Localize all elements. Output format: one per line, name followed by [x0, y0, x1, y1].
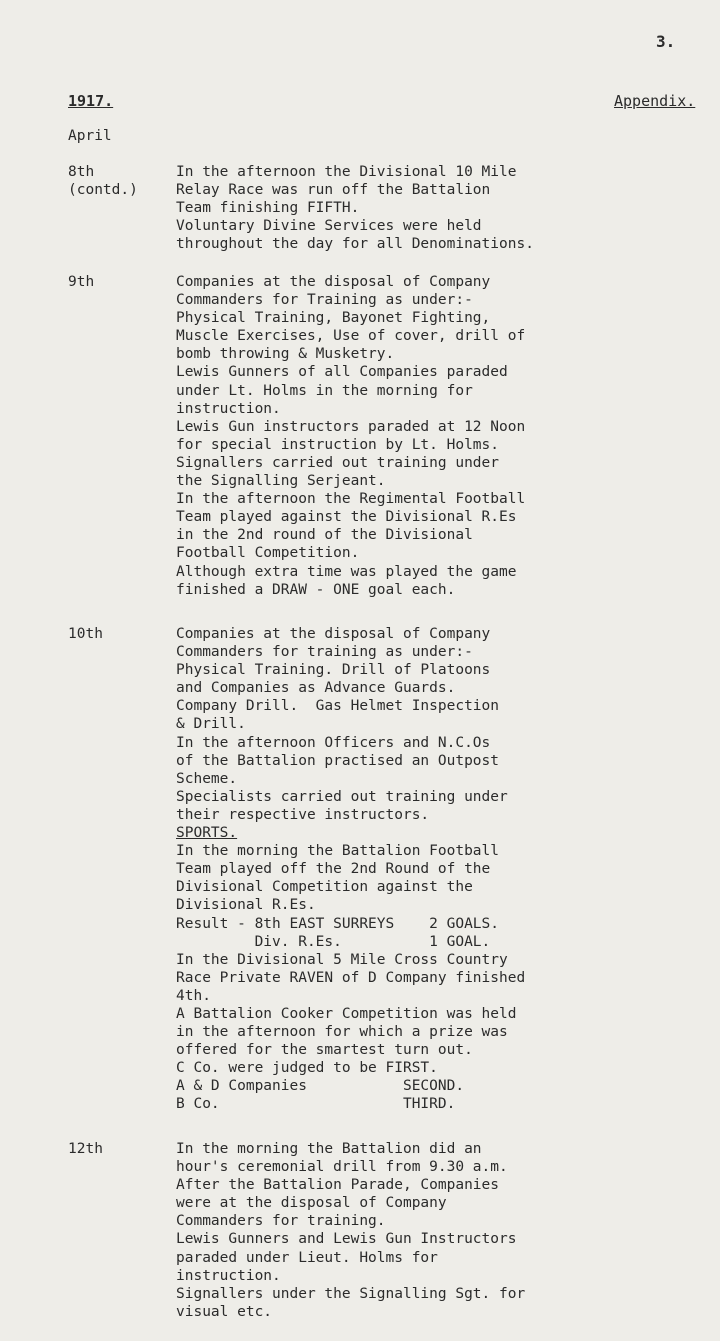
entry-line: Scheme. — [176, 770, 238, 787]
entry-9th — [176, 273, 716, 599]
entry-line: for special instruction by Lt. Holms. — [176, 436, 500, 453]
entry-date-10th: 10th — [68, 626, 103, 642]
entry-line: in the afternoon for which a prize was — [176, 1024, 508, 1041]
year-heading: 1917. — [68, 92, 114, 110]
entry-line: In the morning the Battalion did an — [176, 1141, 482, 1157]
entry-date-8th: 8th (contd.) — [68, 164, 138, 198]
entry-line: Lewis Gunners of all Companies paraded — [176, 364, 508, 381]
appendix-heading: Appendix. — [614, 92, 696, 110]
entry-line: In the Divisional 5 Mile Cross Country — [176, 951, 508, 968]
entry-line: Divisional R.Es. — [176, 897, 316, 914]
entry-line: Commanders for training. — [176, 1213, 386, 1230]
entry-line: In the morning the Battalion Football — [176, 843, 500, 860]
entry-12th — [176, 1140, 716, 1321]
entry-line: A Battalion Cooker Competition was held — [176, 1005, 517, 1022]
month-label: April — [68, 128, 112, 144]
entry-date-12th: 12th — [68, 1141, 103, 1157]
entry-line: and Companies as Advance Guards. — [176, 680, 456, 697]
entry-line: Lewis Gun instructors paraded at 12 Noon — [176, 418, 526, 435]
entry-line: bomb throwing & Musketry. — [176, 346, 395, 363]
entry-line: were at the disposal of Company — [176, 1195, 447, 1212]
entry-line: 4th. — [176, 987, 211, 1004]
entry-line: Physical Training, Bayonet Fighting, — [176, 310, 491, 327]
entry-line: Companies at the disposal of Company — [176, 626, 491, 642]
entry-line: their respective instructors. — [176, 806, 430, 823]
entry-line: Team played off the 2nd Round of the — [176, 861, 491, 878]
entry-line: Signallers carried out training under — [176, 454, 500, 471]
entry-line: In the afternoon the Regimental Football — [176, 491, 526, 508]
entry-line: Commanders for training as under:- — [176, 644, 473, 661]
entry-line: Companies at the disposal of Company — [176, 274, 491, 290]
entry-line: in the 2nd round of the Divisional — [176, 527, 473, 544]
entry-line: & Drill. — [176, 716, 246, 733]
result-line: Result - 8th EAST SURREYS 2 GOALS. — [176, 915, 500, 932]
entry-line: Lewis Gunners and Lewis Gun Instructors — [176, 1231, 517, 1248]
sports-heading: SPORTS. — [176, 825, 238, 842]
entry-line: the Signalling Serjeant. — [176, 473, 386, 490]
entry-10th — [176, 625, 716, 1114]
entry-line: Company Drill. Gas Helmet Inspection — [176, 698, 500, 715]
entry-line: Although extra time was played the game — [176, 563, 517, 580]
entry-line: After the Battalion Parade, Companies — [176, 1177, 500, 1194]
placing-line: A & D Companies SECOND. — [176, 1078, 465, 1095]
entry-line: Commanders for Training as under:- — [176, 292, 473, 309]
entry-line: Divisional Competition against the — [176, 879, 473, 896]
entry-line: hour's ceremonial drill from 9.30 a.m. — [176, 1159, 508, 1176]
placing-line: B Co. THIRD. — [176, 1096, 456, 1113]
entry-line: Team played against the Divisional R.Es — [176, 509, 517, 526]
result-line: Div. R.Es. 1 GOAL. — [176, 933, 491, 950]
entry-line: instruction. — [176, 400, 281, 417]
entry-line: Specialists carried out training under — [176, 788, 508, 805]
entry-line: finished a DRAW - ONE goal each. — [176, 581, 456, 598]
entry-date-9th: 9th — [68, 274, 95, 290]
entry-line: Race Private RAVEN of D Company finished — [176, 969, 526, 986]
entry-line: under Lt. Holms in the morning for — [176, 382, 473, 399]
placing-line: C Co. were judged to be FIRST. — [176, 1060, 438, 1077]
entry-line: throughout the day for all Denominations. — [176, 236, 534, 253]
entry-line: Relay Race was run off the Battalion — [176, 182, 491, 199]
entry-line: Team finishing FIFTH. — [176, 200, 360, 217]
entry-8th — [176, 163, 716, 253]
entry-line: instruction. — [176, 1267, 281, 1284]
entry-line: In the afternoon Officers and N.C.Os — [176, 734, 491, 751]
entry-line: offered for the smartest turn out. — [176, 1042, 473, 1059]
entry-line: visual etc. — [176, 1303, 273, 1320]
page-number: 3. — [656, 32, 676, 51]
entry-line: Muscle Exercises, Use of cover, drill of — [176, 328, 526, 345]
entry-line: of the Battalion practised an Outpost — [176, 752, 500, 769]
entry-line: Signallers under the Signalling Sgt. for — [176, 1285, 526, 1302]
entry-line: In the afternoon the Divisional 10 Mile — [176, 164, 517, 180]
entry-line: Voluntary Divine Services were held — [176, 218, 482, 235]
entry-line: Physical Training. Drill of Platoons — [176, 662, 491, 679]
entry-line: Football Competition. — [176, 545, 360, 562]
entry-line: paraded under Lieut. Holms for — [176, 1249, 438, 1266]
